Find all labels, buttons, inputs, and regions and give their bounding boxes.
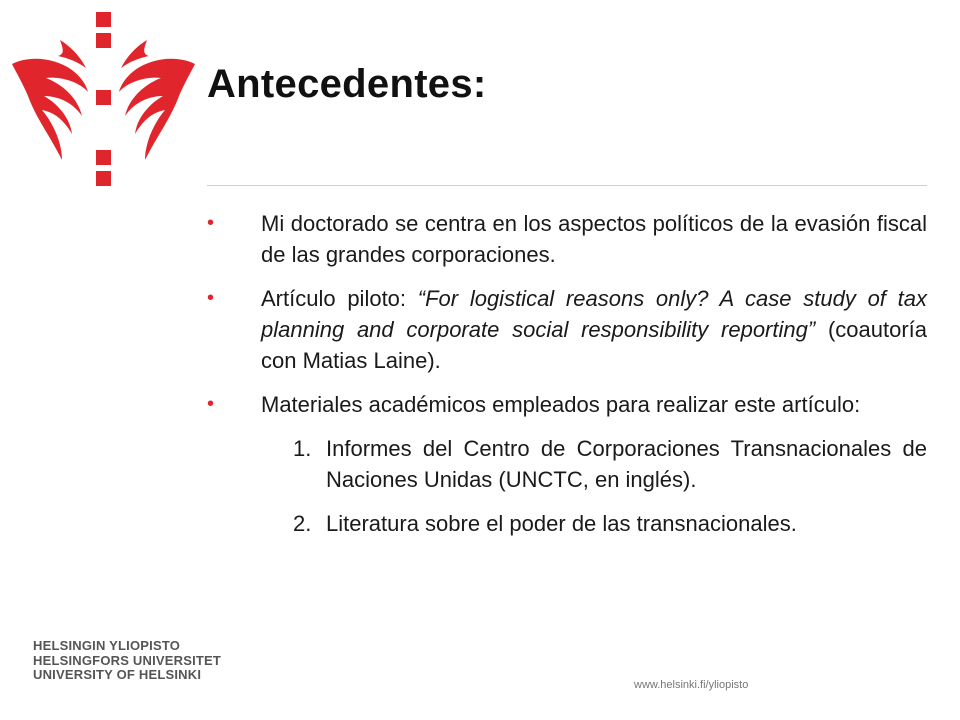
bullet-glyph: • <box>207 393 215 415</box>
university-flame-logo-icon <box>0 0 200 200</box>
bullet-glyph: • <box>207 212 215 234</box>
bullet-item <box>207 283 927 376</box>
bullet-item <box>207 389 927 420</box>
numbered-text: Informes del Centro de Corporaciones Transnacionales de Naciones Unidas (UNCTC, en inglés). <box>326 436 927 492</box>
university-wordmark <box>33 639 221 683</box>
list-number: 1. <box>293 436 312 461</box>
bullet-text-suffix: (coautoría con Matias Laine). <box>261 317 927 373</box>
university-name-finnish: HELSINGIN YLIOPISTO <box>33 638 181 653</box>
title-divider <box>207 185 927 186</box>
university-name-swedish: HELSINGFORS UNIVERSITET <box>33 652 222 668</box>
university-name-english: UNIVERSITY OF HELSINKI <box>33 667 202 682</box>
footer-url: www.helsinki.fi/yliopisto <box>634 679 749 691</box>
numbered-item <box>207 433 927 495</box>
bullet-text-prefix: Artículo piloto: <box>261 286 418 311</box>
list-number: 2. <box>293 511 312 536</box>
bullet-item <box>207 208 927 270</box>
slide-body <box>207 208 927 552</box>
numbered-text: Literatura sobre el poder de las transnacionales. <box>326 511 797 536</box>
numbered-item <box>207 508 927 539</box>
bullet-text: Mi doctorado se centra en los aspectos políticos de la evasión fiscal de las grandes corporaciones. <box>261 211 927 267</box>
bullet-text: Materiales académicos empleados para realizar este artículo: <box>261 392 861 417</box>
slide-title: Antecedentes: <box>207 62 487 106</box>
bullet-glyph: • <box>207 287 215 309</box>
article-title: “For logistical reasons only? A case study of tax planning and corporate social responsibility reporting” <box>261 286 927 342</box>
